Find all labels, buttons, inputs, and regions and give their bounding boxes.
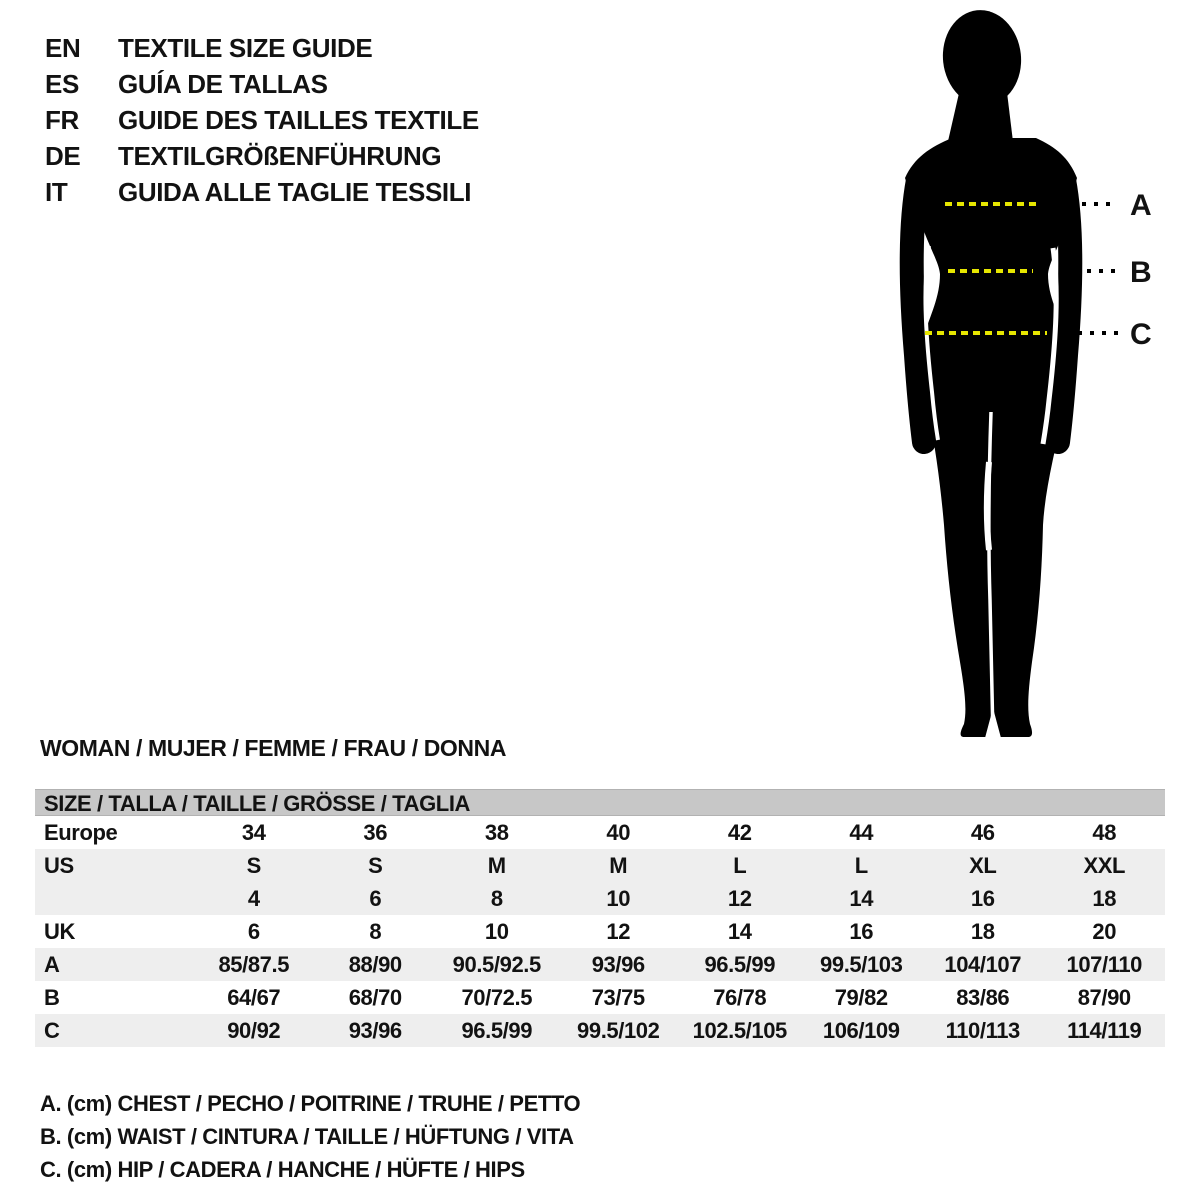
table-row (35, 1014, 1165, 1047)
legend-row: B. (cm) WAIST / CINTURA / TAILLE / HÜFTUNG / VITA (40, 1124, 574, 1149)
marker-label-hip: C (1130, 318, 1152, 351)
size-cell: M (609, 852, 628, 878)
size-cell: 16 (970, 885, 995, 911)
language-row (45, 66, 479, 102)
table-row (35, 981, 1165, 1014)
row-label: B (44, 984, 60, 1010)
size-cell: 18 (970, 918, 995, 944)
size-cell: 38 (484, 819, 509, 845)
language-code: IT (45, 177, 68, 207)
language-row (45, 30, 479, 66)
size-cell: 42 (727, 819, 752, 845)
size-cell: 88/90 (348, 951, 402, 977)
size-cell: 70/72.5 (461, 984, 533, 1010)
language-list (45, 30, 479, 210)
guide-title: GUÍA DE TALLAS (118, 69, 328, 99)
size-cell: 10 (606, 885, 631, 911)
section-title: WOMAN / MUJER / FEMME / FRAU / DONNA (40, 735, 507, 761)
size-cell: 6 (247, 918, 260, 944)
size-cell: 110/113 (945, 1017, 1020, 1043)
size-cell: 20 (1092, 918, 1117, 944)
marker-label-waist: B (1130, 256, 1152, 289)
size-cell: 8 (369, 918, 382, 944)
marker-label-chest: A (1130, 189, 1152, 222)
size-cell: L (733, 852, 747, 878)
guide-title: TEXTILGRÖßENFÜHRUNG (118, 141, 442, 171)
size-cell: 34 (241, 819, 266, 845)
size-cell: 93/96 (348, 1017, 402, 1043)
knee-gap (987, 462, 989, 550)
table-row (35, 849, 1165, 882)
size-cell: XXL (1083, 852, 1126, 878)
size-cell: 14 (849, 885, 874, 911)
size-cell: 73/75 (591, 984, 645, 1010)
size-cell: 93/96 (591, 951, 645, 977)
size-cell: 76/78 (713, 984, 767, 1010)
size-cell: 102.5/105 (692, 1017, 787, 1043)
size-cell: 114/119 (1067, 1017, 1142, 1043)
size-cell: S (246, 852, 261, 878)
size-cell: 83/86 (956, 984, 1010, 1010)
size-cell: 14 (727, 918, 752, 944)
size-cell: 44 (849, 819, 874, 845)
language-code: EN (45, 33, 81, 63)
size-cell: 96.5/99 (704, 951, 776, 977)
measurement-figure (840, 0, 1200, 760)
size-cell: 18 (1092, 885, 1117, 911)
language-code: DE (45, 141, 81, 171)
size-cell: 8 (490, 885, 503, 911)
language-row (45, 174, 479, 210)
size-cell: 12 (727, 885, 752, 911)
size-cell: 10 (484, 918, 509, 944)
language-row (45, 102, 479, 138)
row-label: C (44, 1017, 60, 1043)
size-cell: 85/87.5 (218, 951, 290, 977)
size-cell: 104/107 (944, 951, 1022, 977)
size-cell: 40 (606, 819, 631, 845)
table-row (35, 915, 1165, 948)
size-cell: 36 (363, 819, 388, 845)
size-cell: XL (969, 852, 997, 878)
silhouette-right-arm (1058, 180, 1070, 442)
row-label: UK (44, 918, 75, 944)
size-cell: 87/90 (1077, 984, 1131, 1010)
size-cell: 107/110 (1066, 951, 1142, 977)
size-cell: 96.5/99 (461, 1017, 533, 1043)
guide-title: GUIDE DES TAILLES TEXTILE (118, 105, 479, 135)
measurement-legend (40, 1087, 580, 1186)
size-cell: L (854, 852, 868, 878)
legend-row: C. (cm) HIP / CADERA / HANCHE / HÜFTE / HIPS (40, 1157, 525, 1182)
size-cell: 99.5/102 (577, 1017, 660, 1043)
size-cell: 90/92 (227, 1017, 281, 1043)
language-row (45, 138, 479, 174)
size-cell: S (368, 852, 383, 878)
size-cell: 90.5/92.5 (452, 951, 541, 977)
size-cell: 4 (247, 885, 260, 911)
row-label: Europe (44, 819, 118, 845)
language-code: FR (45, 105, 79, 135)
size-table-header: SIZE / TALLA / TAILLE / GRÖSSE / TAGLIA (35, 789, 1165, 816)
size-cell: 46 (970, 819, 995, 845)
language-code: ES (45, 69, 79, 99)
size-cell: 12 (606, 918, 631, 944)
table-row (35, 948, 1165, 981)
size-cell: 106/109 (822, 1017, 900, 1043)
size-cell: 16 (849, 918, 874, 944)
size-cell: 68/70 (348, 984, 402, 1010)
size-cell: M (487, 852, 506, 878)
legend-row: A. (cm) CHEST / PECHO / POITRINE / TRUHE / PETTO (40, 1091, 581, 1116)
row-label: A (44, 951, 60, 977)
size-table (35, 789, 1165, 1047)
woman-silhouette-diagram (840, 0, 1200, 760)
size-cell: 64/67 (227, 984, 281, 1010)
size-cell: 79/82 (834, 984, 888, 1010)
guide-title: TEXTILE SIZE GUIDE (118, 33, 373, 63)
size-cell: 48 (1092, 819, 1117, 845)
table-row (35, 816, 1165, 849)
size-table-body (35, 816, 1165, 1047)
silhouette-left-arm (912, 180, 924, 442)
size-cell: 99.5/103 (820, 951, 903, 977)
row-label: US (44, 852, 74, 878)
table-row (35, 882, 1165, 915)
guide-title: GUIDA ALLE TAGLIE TESSILI (118, 177, 472, 207)
size-cell: 6 (369, 885, 382, 911)
